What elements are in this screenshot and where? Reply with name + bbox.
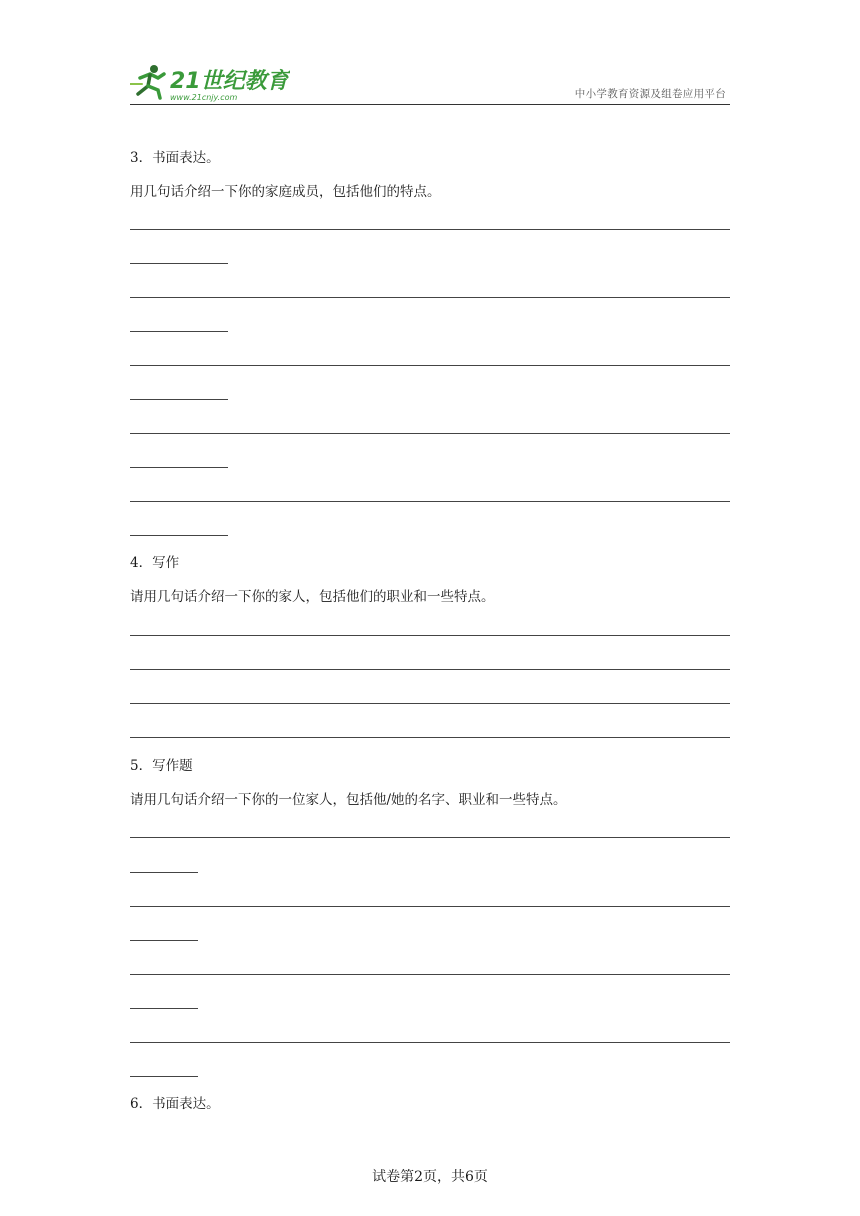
answer-line bbox=[130, 1008, 198, 1009]
question-4-prompt: 请用几句话介绍一下你的家人，包括他们的职业和一些特点。 bbox=[130, 589, 495, 605]
answer-line bbox=[130, 635, 730, 636]
logo-url: www.21cnjy.com bbox=[170, 93, 238, 102]
answer-line bbox=[130, 365, 730, 366]
question-5-prompt: 请用几句话介绍一下你的一位家人，包括他/她的名字、职业和一些特点。 bbox=[130, 792, 567, 808]
question-3-prompt: 用几句话介绍一下你的家庭成员，包括他们的特点。 bbox=[130, 184, 441, 200]
answer-line bbox=[130, 467, 228, 468]
question-6-title: 6．书面表达。 bbox=[130, 1096, 220, 1112]
answer-line bbox=[130, 263, 228, 264]
answer-line bbox=[130, 297, 730, 298]
platform-name: 中小学教育资源及组卷应用平台 bbox=[574, 88, 726, 100]
answer-line bbox=[130, 229, 730, 230]
answer-line bbox=[130, 501, 730, 502]
answer-line bbox=[130, 940, 198, 941]
answer-line bbox=[130, 399, 228, 400]
question-4-title: 4．写作 bbox=[130, 555, 180, 571]
logo bbox=[130, 60, 290, 102]
question-5-title: 5．写作题 bbox=[130, 758, 193, 774]
answer-line bbox=[130, 906, 730, 907]
answer-line bbox=[130, 737, 730, 738]
answer-line bbox=[130, 669, 730, 670]
page-number: 试卷第2页，共6页 bbox=[372, 1169, 488, 1185]
answer-line bbox=[130, 331, 228, 332]
question-3-title: 3．书面表达。 bbox=[130, 150, 220, 166]
answer-line bbox=[130, 872, 198, 873]
runner-icon bbox=[130, 65, 164, 98]
page-header bbox=[130, 58, 730, 105]
answer-line bbox=[130, 535, 228, 536]
answer-line bbox=[130, 974, 730, 975]
answer-line bbox=[130, 433, 730, 434]
answer-line bbox=[130, 703, 730, 704]
logo-text: 21世纪教育 bbox=[170, 69, 289, 94]
answer-line bbox=[130, 837, 730, 838]
answer-line bbox=[130, 1076, 198, 1077]
answer-line bbox=[130, 1042, 730, 1043]
